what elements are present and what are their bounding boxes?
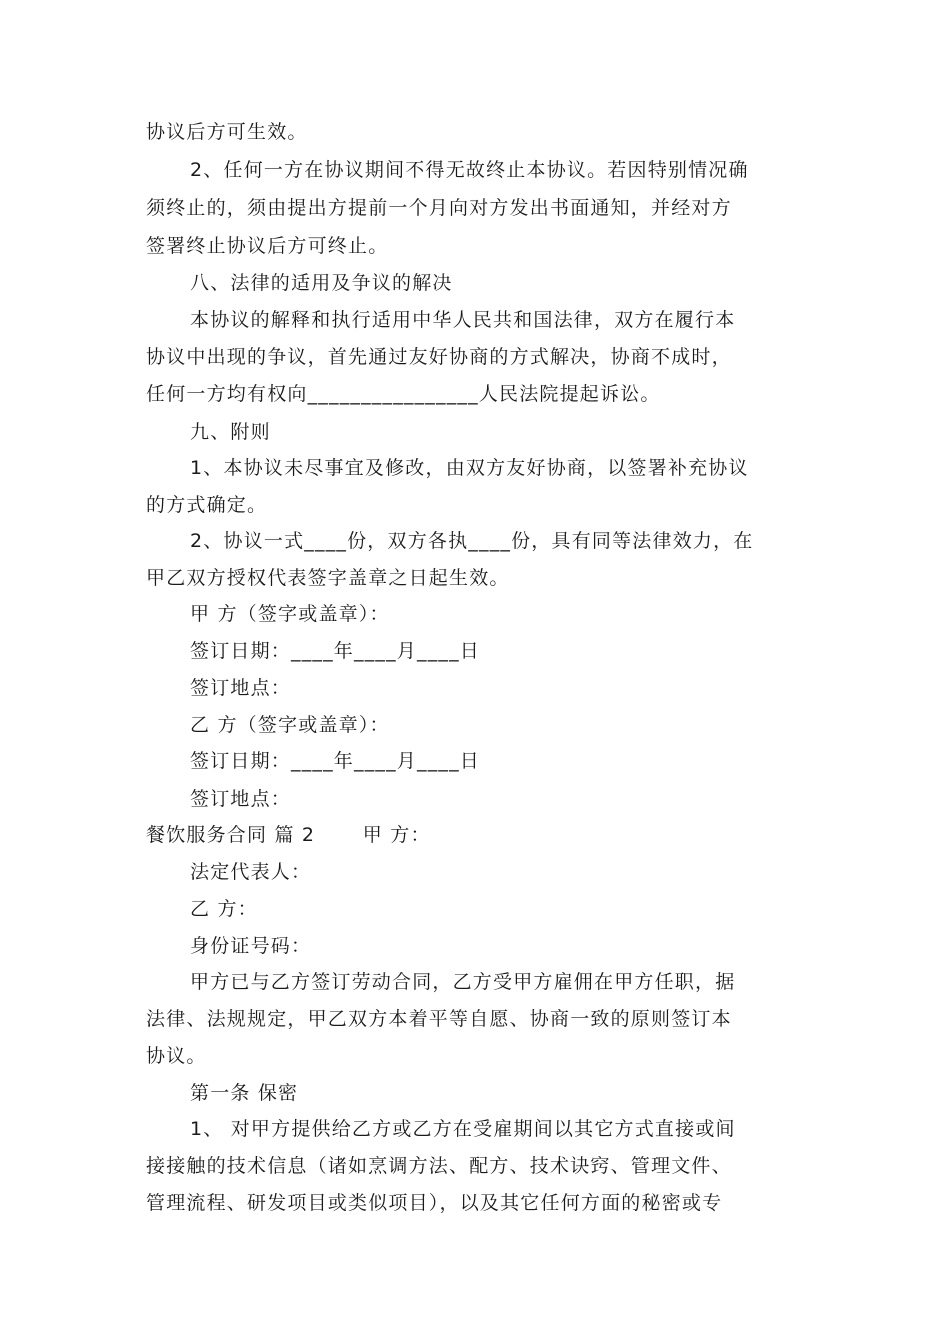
signature-party-b: 乙 方（签字或盖章）： [190, 714, 390, 736]
paragraph-line: 管理流程、研发项目或类似项目），以及其它任何方面的秘密或专 [146, 1192, 723, 1214]
section-heading: 第一条 保密 [190, 1082, 299, 1104]
paragraph-line: 甲方已与乙方签订劳动合同，乙方受甲方雇佣在甲方任职，据 [190, 971, 736, 993]
legal-representative: 法定代表人： [190, 861, 312, 883]
paragraph-line: 1、 对甲方提供给乙方或乙方在受雇期间以其它方式直接或间 [190, 1118, 736, 1140]
id-number: 身份证号码： [190, 935, 312, 957]
paragraph-line: 1、本协议未尽事宜及修改，由双方友好协商，以签署补充协议 [190, 457, 749, 479]
paragraph-line: 接接触的技术信息（诸如烹调方法、配方、技术诀窍、管理文件、 [146, 1155, 732, 1177]
paragraph-line: 2、协议一式____份，双方各执____份，具有同等法律效力，在 [190, 530, 754, 552]
paragraph-line: 的方式确定。 [146, 494, 268, 516]
section-heading: 九、附则 [190, 421, 271, 443]
paragraph-line: 协议中出现的争议，首先通过友好协商的方式解决，协商不成时， [146, 346, 732, 368]
paragraph-line: 签署终止协议后方可终止。 [146, 235, 389, 257]
party-b: 乙 方： [190, 898, 258, 920]
paragraph-line: 甲乙双方授权代表签字盖章之日起生效。 [146, 567, 510, 589]
paragraph-line: 法律、法规规定，甲乙双方本着平等自愿、协商一致的原则签订本 [146, 1008, 732, 1030]
paragraph-line: 协议。 [146, 1045, 207, 1067]
signature-party-a: 甲 方（签字或盖章）： [190, 603, 390, 625]
signing-place-a: 签订地点： [190, 677, 292, 699]
paragraph-line: 2、任何一方在协议期间不得无故终止本协议。若因特别情况确 [190, 159, 749, 181]
paragraph-line: 任何一方均有权向________________人民法院提起诉讼。 [146, 383, 661, 405]
signing-date-b: 签订日期：____年____月____日 [190, 750, 481, 772]
signing-date-a: 签订日期：____年____月____日 [190, 640, 481, 662]
section-heading: 八、法律的适用及争议的解决 [190, 272, 453, 294]
paragraph-line: 须终止的，须由提出方提前一个月向对方发出书面通知，并经对方 [146, 197, 732, 219]
paragraph-line: 协议后方可生效。 [146, 121, 308, 143]
signing-place-b: 签订地点： [190, 788, 292, 810]
contract-title: 餐饮服务合同 篇 2 甲 方： [146, 824, 431, 846]
paragraph-line: 本协议的解释和执行适用中华人民共和国法律，双方在履行本 [190, 309, 736, 331]
